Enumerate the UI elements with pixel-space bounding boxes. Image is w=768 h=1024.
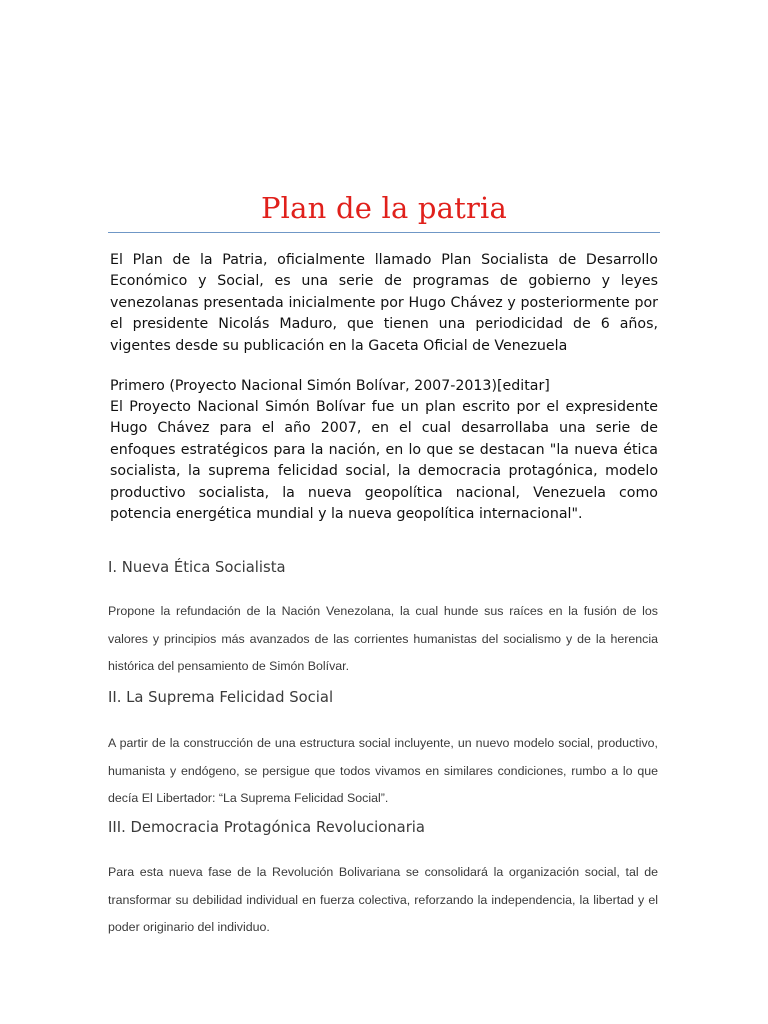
title-divider [108, 232, 660, 233]
section-text-democracia: Para esta nueva fase de la Revolución Bolivariana se consolidará la organización social, tal de transformar su debilidad individual en fuerza colectiva, reforzando la independencia, la libertad y el poder originario del individuo. [108, 865, 658, 934]
section-heading-etica: I. Nueva Ética Socialista [108, 559, 286, 576]
section-text-etica: Propone la refundación de la Nación Venezolana, la cual hunde sus raíces en la fusión de los valores y principios más avanzados de las corrientes humanistas del socialismo y de la herencia histórica del pensamiento de Simón Bolívar. [108, 604, 658, 673]
section-heading-democracia: III. Democracia Protagónica Revolucionaria [108, 819, 425, 836]
project-heading: Primero (Proyecto Nacional Simón Bolívar, 2007-2013)[editar] [110, 378, 550, 394]
section-heading-felicidad: II. La Suprema Felicidad Social [108, 689, 334, 706]
intro-paragraph: El Plan de la Patria, oficialmente llamado Plan Socialista de Desarrollo Económico y Social, es una serie de programas de gobierno y leyes venezolanas presentada inicialmente por Hugo Chávez y posteriormente por el presidente Nicolás Maduro, que tienen una periodicidad de 6 años, vigentes desde su publicación en la Gaceta Oficial de Venezuela [110, 252, 658, 354]
page-title: Plan de la patria [260, 191, 508, 225]
project-paragraph: El Proyecto Nacional Simón Bolívar fue un plan escrito por el expresidente Hugo Chávez para el año 2007, en el cual desarrollaba una serie de enfoques estratégicos para la nación, en lo que se destacan "la nueva ética socialista, la suprema felicidad social, la democracia protagónica, modelo productivo socialista, la nueva geopolítica nacional, Venezuela como potencia energética mundial y la nueva geopolítica internacional". [110, 399, 658, 523]
section-text-felicidad: A partir de la construcción de una estructura social incluyente, un nuevo modelo social, productivo, humanista y endógeno, se persigue que todos vivamos en similares condiciones, rumbo a lo que decía El Libertador: “La Suprema Felicidad Social”. [108, 736, 658, 805]
